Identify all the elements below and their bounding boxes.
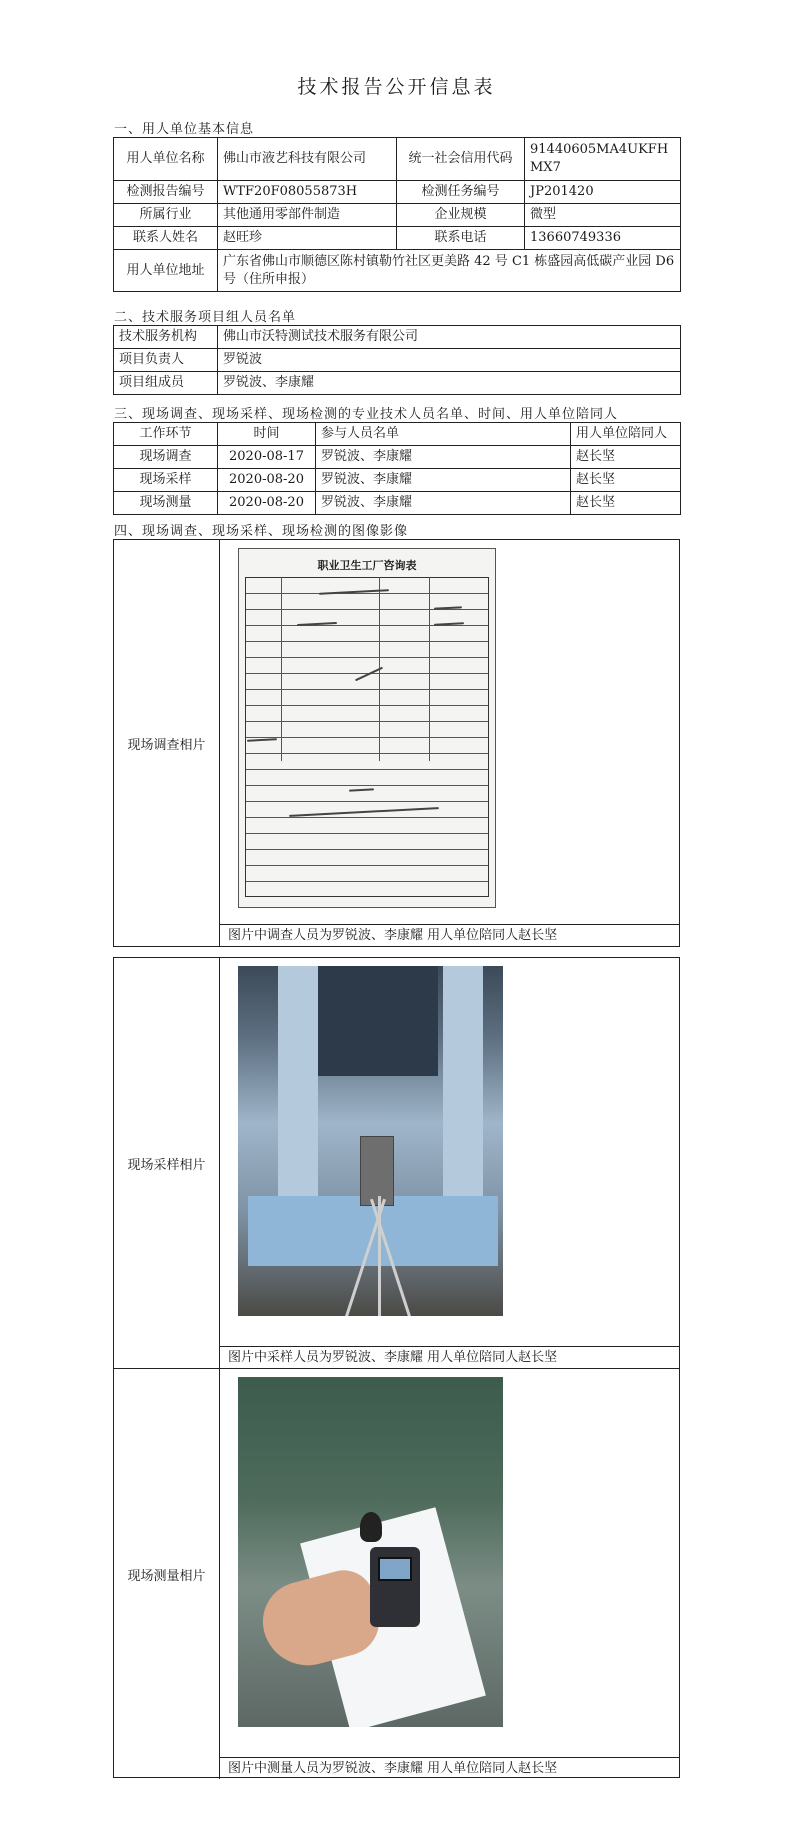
label-credit-code: 统一社会信用代码 [397, 138, 525, 181]
cell-participants: 罗锐波、李康耀 [316, 492, 571, 515]
cell-date: 2020-08-20 [218, 492, 316, 515]
table-row [114, 492, 681, 515]
value-address: 广东省佛山市顺德区陈村镇勒竹社区更美路 42 号 C1 栋盛园高低碳产业园 D6 号（住所申报） [218, 250, 681, 292]
cell-escort: 赵长坚 [571, 446, 681, 469]
header-stage: 工作环节 [114, 423, 218, 446]
cell-stage: 现场调查 [114, 446, 218, 469]
photo-caption-sampling: 图片中采样人员为罗锐波、李康耀 用人单位陪同人赵长坚 [220, 1346, 679, 1368]
label-contact-name: 联系人姓名 [114, 227, 218, 250]
photo-caption-measuring: 图片中测量人员为罗锐波、李康耀 用人单位陪同人赵长坚 [220, 1757, 679, 1779]
value-report-number: WTF20F08055873H [218, 181, 397, 204]
value-credit-code: 91440605MA4UKFHMX7 [525, 138, 681, 181]
cell-participants: 罗锐波、李康耀 [316, 469, 571, 492]
table-row [114, 446, 681, 469]
photo-label-measuring: 现场测量相片 [114, 1369, 220, 1779]
cell-date: 2020-08-20 [218, 469, 316, 492]
label-task-number: 检测任务编号 [397, 181, 525, 204]
basic-info-table [113, 137, 681, 292]
page-title: 技术报告公开信息表 [297, 76, 496, 98]
section-heading-team: 二、技术服务项目组人员名单 [114, 310, 297, 325]
value-industry: 其他通用零部件制造 [218, 204, 397, 227]
section-heading-basic-info: 一、用人单位基本信息 [114, 122, 255, 137]
value-contact-phone: 13660749336 [525, 227, 681, 250]
section-heading-photos: 四、现场调查、现场采样、现场检测的图像影像 [114, 524, 409, 539]
photo-label-sampling: 现场采样相片 [114, 958, 220, 1368]
label-project-lead: 项目负责人 [114, 349, 218, 372]
cell-escort: 赵长坚 [571, 492, 681, 515]
photo-row-measuring [114, 1368, 679, 1779]
label-report-number: 检测报告编号 [114, 181, 218, 204]
label-industry: 所属行业 [114, 204, 218, 227]
value-contact-name: 赵旺珍 [218, 227, 397, 250]
photo-block-sampling-measuring [113, 957, 680, 1778]
fieldwork-table [113, 422, 681, 515]
table-row [114, 469, 681, 492]
measuring-photo [238, 1377, 503, 1727]
label-company-name: 用人单位名称 [114, 138, 218, 181]
meter-screen [378, 1557, 412, 1581]
sound-level-meter [360, 1136, 394, 1206]
header-escort: 用人单位陪同人 [571, 423, 681, 446]
value-scale: 微型 [525, 204, 681, 227]
value-project-lead: 罗锐波 [218, 349, 681, 372]
value-service-org: 佛山市沃特测试技术服务有限公司 [218, 326, 681, 349]
label-address: 用人单位地址 [114, 250, 218, 292]
team-table [113, 325, 681, 395]
label-service-org: 技术服务机构 [114, 326, 218, 349]
sampling-photo [238, 966, 503, 1316]
cell-stage: 现场采样 [114, 469, 218, 492]
cell-participants: 罗锐波、李康耀 [316, 446, 571, 469]
label-team-members: 项目组成员 [114, 372, 218, 395]
cell-escort: 赵长坚 [571, 469, 681, 492]
form-title: 职业卫生工厂咨询表 [317, 559, 417, 572]
value-company-name: 佛山市液艺科技有限公司 [218, 138, 397, 181]
survey-form-photo [238, 548, 496, 908]
label-contact-phone: 联系电话 [397, 227, 525, 250]
photo-block-survey [113, 539, 680, 947]
photo-row-sampling [114, 958, 679, 1368]
value-task-number: JP201420 [525, 181, 681, 204]
cell-stage: 现场测量 [114, 492, 218, 515]
cell-date: 2020-08-17 [218, 446, 316, 469]
meter-microphone [360, 1512, 382, 1542]
header-participants: 参与人员名单 [316, 423, 571, 446]
label-scale: 企业规模 [397, 204, 525, 227]
header-date: 时间 [218, 423, 316, 446]
value-team-members: 罗锐波、李康耀 [218, 372, 681, 395]
photo-label-survey: 现场调查相片 [114, 540, 220, 946]
photo-caption-survey: 图片中调查人员为罗锐波、李康耀 用人单位陪同人赵长坚 [220, 924, 679, 946]
section-heading-fieldwork: 三、现场调查、现场采样、现场检测的专业技术人员名单、时间、用人单位陪同人 [114, 407, 619, 422]
